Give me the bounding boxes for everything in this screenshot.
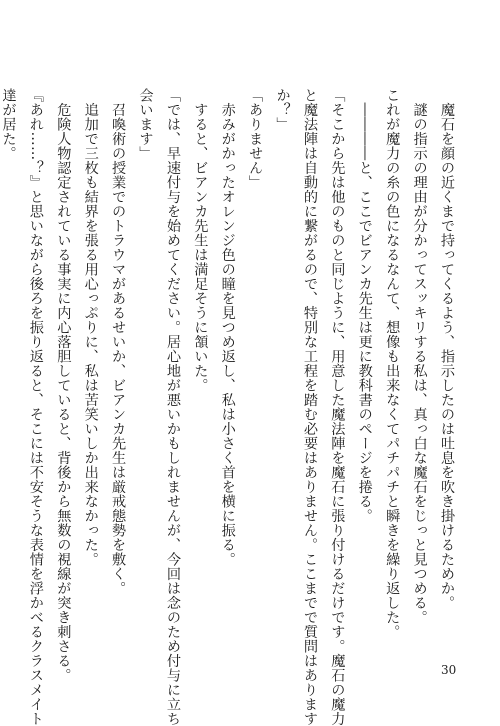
text-line: 「では、早速付与を始めてください。居心地が悪いかもしれませんが、今回は念のため付与に立ち	[164, 88, 181, 726]
text-line: ――――と、ここでビアンカ先生は更に教科書のページを捲る。	[356, 88, 373, 523]
text-line: 会います」	[137, 88, 154, 161]
text-line: すると、ビアンカ先生は満足そうに頷いた。	[192, 88, 209, 393]
text-line: 「ありません」	[247, 88, 264, 190]
text-line: 達が居た。	[0, 88, 17, 161]
text-line: 追加で三枚も結界を張る用心っぷりに、私は苦笑いしか出来なかった。	[82, 88, 99, 567]
text-line: 「そこから先は他のものと同じように、用意した魔法陣を魔石に張り付けるだけです。魔石の魔力	[329, 88, 346, 726]
page-number: 30	[441, 663, 457, 677]
text-line: か？」	[274, 88, 291, 132]
text-line: 魔石を顔の近くまで持ってくるよう、指示したのは吐息を吹き掛けるためか。	[439, 88, 455, 610]
text-line: 危険人物認定されている事実に内心落胆していると、背後から無数の視線が突き刺さる。	[55, 88, 72, 683]
text-line: これが魔力の糸の色になるなんて、想像も出来なくてパチパチと瞬きを繰り返した。	[384, 88, 401, 639]
text-line: 赤みがかったオレンジ色の瞳を見つめ返し、私は小さく首を横に振る。	[219, 88, 236, 567]
text-line: 『あれ……？』と思いながら後ろを振り返ると、そこには不安そうな表情を浮かべるクラスメイト	[27, 88, 44, 726]
text-line: 謎の指示の理由が分かってスッキリする私は、真っ白な魔石をじっと見つめる。	[411, 88, 428, 625]
text-line: 召喚術の授業でのトラウマがあるせいか、ビアンカ先生は厳戒態勢を敷く。	[110, 88, 127, 596]
text-line: と魔法陣は自動的に繋がるので、特別な工程を踏む必要はありません。ここまでで質問はあります	[301, 88, 318, 726]
